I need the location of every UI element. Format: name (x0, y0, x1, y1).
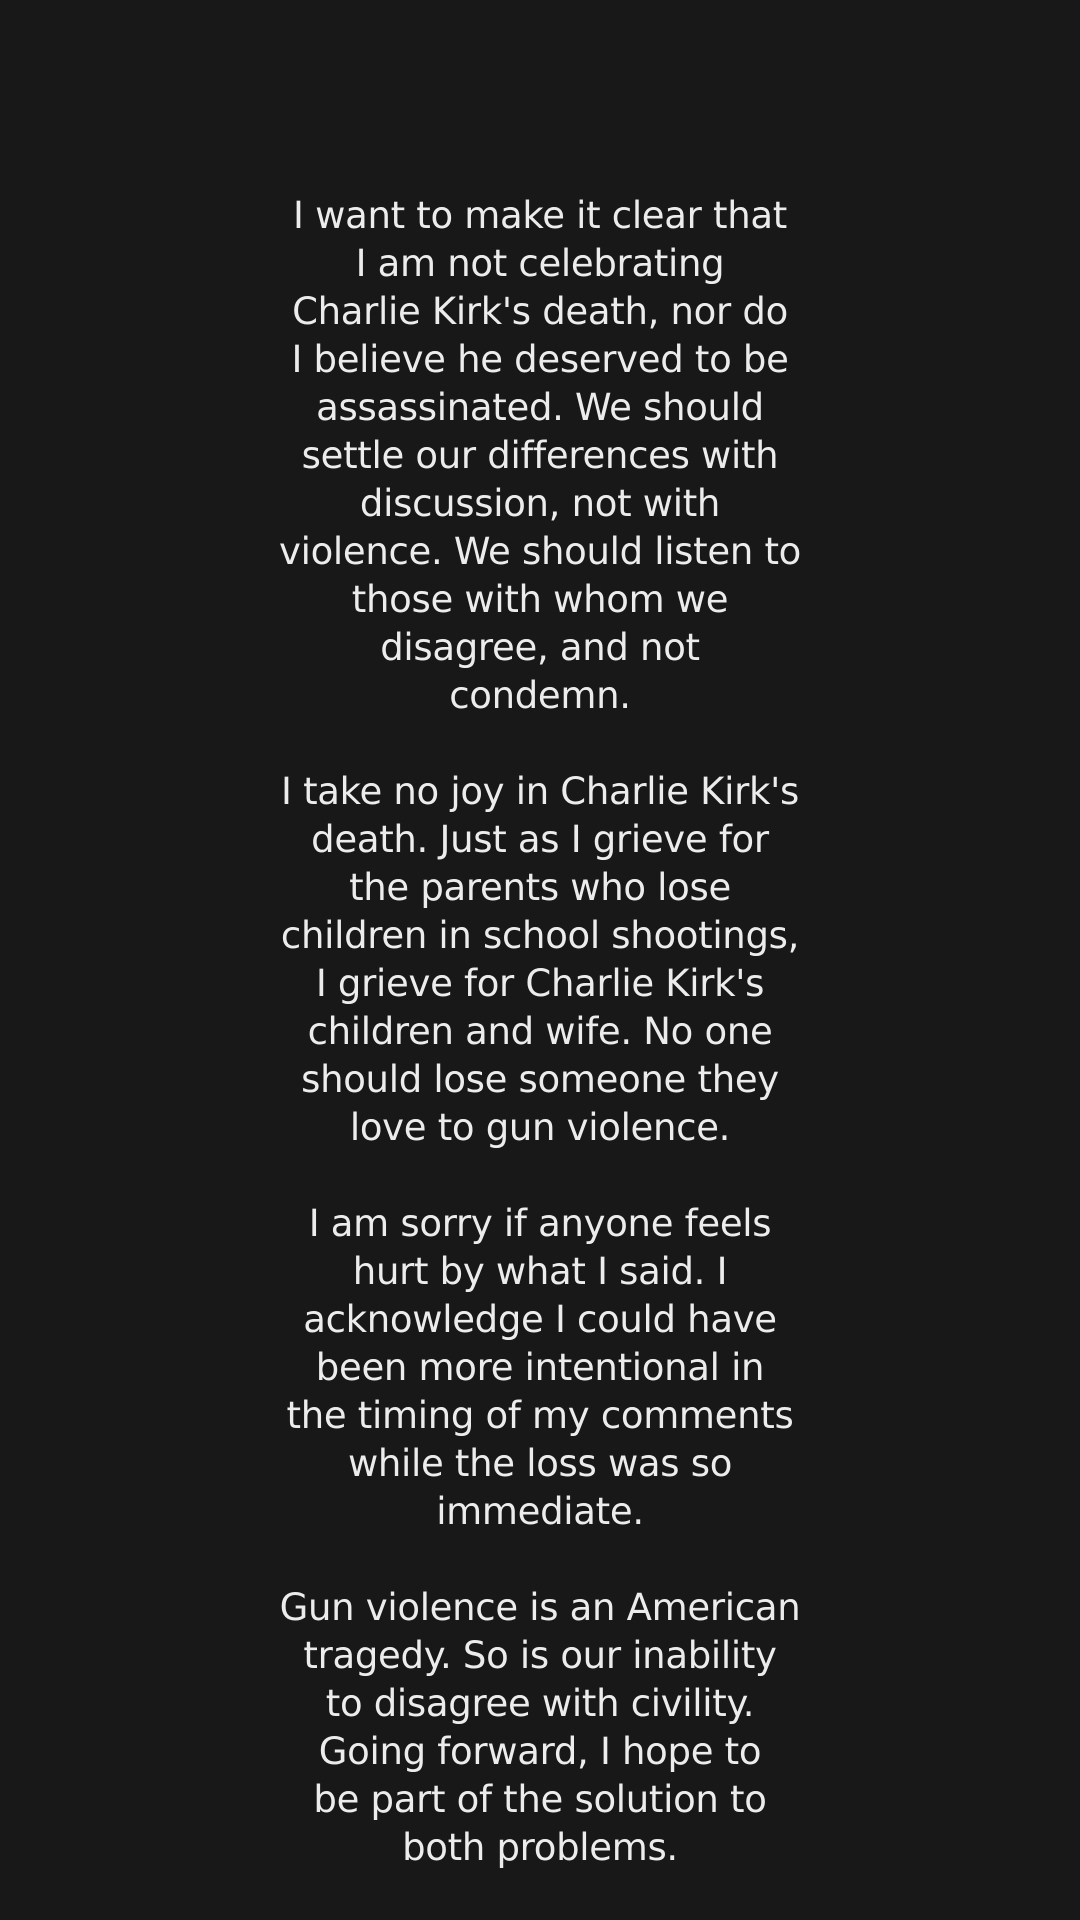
text-line: settle our differences with (301, 434, 779, 477)
paragraph-2 (270, 768, 810, 1152)
text-line: Gun violence is an American (279, 1586, 801, 1629)
text-line: both problems. (402, 1826, 678, 1869)
paragraph-gap (270, 720, 810, 768)
text-line: tragedy. So is our inability (303, 1634, 777, 1677)
text-line: violence. We should listen to (279, 530, 801, 573)
text-line: I am not celebrating (355, 242, 725, 285)
text-line: condemn. (449, 674, 631, 717)
text-line: acknowledge I could have (303, 1298, 777, 1341)
paragraph-4 (270, 1584, 810, 1872)
text-line: the timing of my comments (286, 1394, 794, 1437)
text-line: been more intentional in (315, 1346, 765, 1389)
text-line: immediate. (436, 1490, 644, 1533)
text-line: to disagree with civility. (325, 1682, 755, 1725)
statement-text (270, 192, 810, 1872)
text-line: children and wife. No one (307, 1010, 773, 1053)
text-line: those with whom we (351, 578, 729, 621)
text-line: children in school shootings, (280, 914, 800, 957)
text-line: I am sorry if anyone feels (308, 1202, 772, 1245)
text-line: disagree, and not (380, 626, 700, 669)
text-line: should lose someone they (301, 1058, 779, 1101)
paragraph-3 (270, 1200, 810, 1536)
text-line: I believe he deserved to be (291, 338, 789, 381)
text-line: assassinated. We should (316, 386, 764, 429)
text-line: Going forward, I hope to (318, 1730, 762, 1773)
text-line: hurt by what I said. I (352, 1250, 728, 1293)
paragraph-gap (270, 1536, 810, 1584)
text-line: while the loss was so (347, 1442, 733, 1485)
text-line: love to gun violence. (349, 1106, 731, 1149)
text-line: discussion, not with (359, 482, 721, 525)
text-line: I want to make it clear that (293, 194, 787, 237)
text-line: Charlie Kirk's death, nor do (292, 290, 788, 333)
text-line: I grieve for Charlie Kirk's (315, 962, 765, 1005)
text-line: death. Just as I grieve for (311, 818, 769, 861)
text-line: the parents who lose (349, 866, 731, 909)
text-line: be part of the solution to (313, 1778, 767, 1821)
paragraph-gap (270, 1152, 810, 1200)
text-line: I take no joy in Charlie Kirk's (281, 770, 799, 813)
paragraph-1 (270, 192, 810, 720)
